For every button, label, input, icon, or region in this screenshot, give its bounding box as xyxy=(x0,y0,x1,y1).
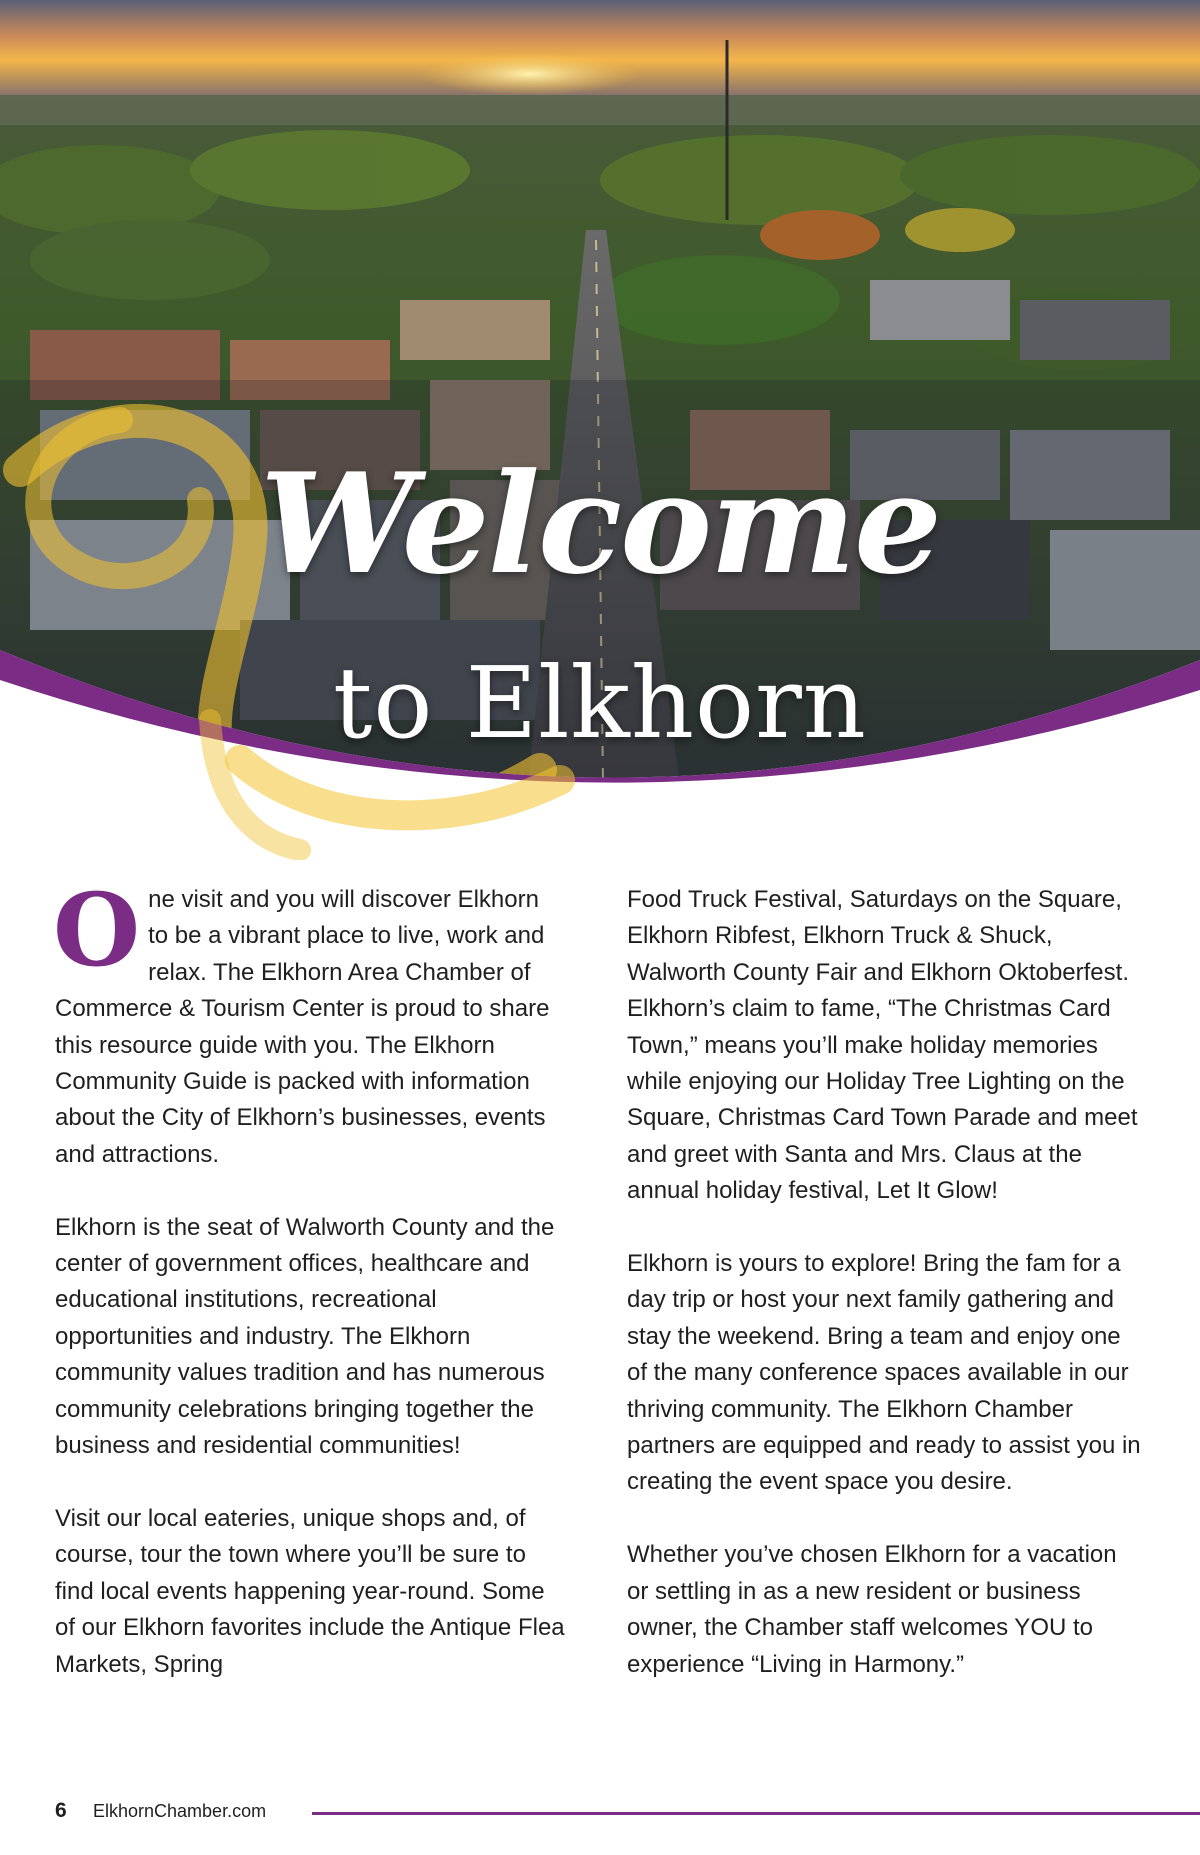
headline-to-elkhorn: to Elkhorn xyxy=(333,647,867,761)
paragraph-events: Food Truck Festival, Saturdays on the Square, Elkhorn Ribfest, Elkhorn Truck & Shuck, Walworth County Fair and Elkhorn Oktoberfest. Elkhorn’s claim to fame, “The Christmas Card Town,” means you’ll make holiday memories while enjoying our Holiday Tree Lighting on the Square, Christmas Card Town Parade and meet and greet with Santa and Mrs. Claus at the annual holiday festival, Let It Glow! xyxy=(627,886,1138,1205)
hero-aerial-photo xyxy=(0,0,1200,860)
paragraph-explore: Elkhorn is yours to explore! Bring the fam for a day trip or host your next family gathering and stay the weekend. Bring a team and enjoy one of the many conference spaces available in our thriving community. The Elkhorn Chamber partners are equipped and ready to assist you in creating the event space you desire. xyxy=(627,1250,1141,1496)
website-url: ElkhornChamber.com xyxy=(93,1801,267,1821)
paragraph-visit: Visit our local eateries, unique shops and, of course, tour the town where you’ll be sure to find local events happening year-round. Some of our Elkhorn favorites include the Antique Flea Markets, Spring xyxy=(55,1504,565,1678)
headline-welcome: Welcome xyxy=(260,442,940,605)
paragraph-walworth: Elkhorn is the seat of Walworth County and the center of government offices, healthcare and educational institutions, recreational opportunities and industry. The Elkhorn community values tradition and has numerous community celebrations bringing together the business and residential communities! xyxy=(55,1213,555,1460)
article-right-column xyxy=(627,882,1142,1719)
footer-divider xyxy=(312,1812,1200,1815)
page-number: 6 xyxy=(55,1799,67,1822)
paragraph-intro-text: ne visit and you will discover Elkhorn to be a vibrant place to live, work and relax. The Elkhorn Area Chamber of Commerce & Tourism Center is proud to share this resource guide with you. The Elkhorn Community Guide is packed with information about the City of Elkhorn’s businesses, events and attractions. xyxy=(55,886,550,1168)
paragraph-harmony: Whether you’ve chosen Elkhorn for a vacation or settling in as a new resident or business owner, the Chamber staff welcomes YOU to experience “Living in Harmony.” xyxy=(627,1541,1117,1678)
article-left-column xyxy=(53,871,565,1719)
page-footer xyxy=(0,1795,1200,1835)
paragraph-intro xyxy=(53,871,565,1173)
drop-cap: O xyxy=(53,871,141,989)
